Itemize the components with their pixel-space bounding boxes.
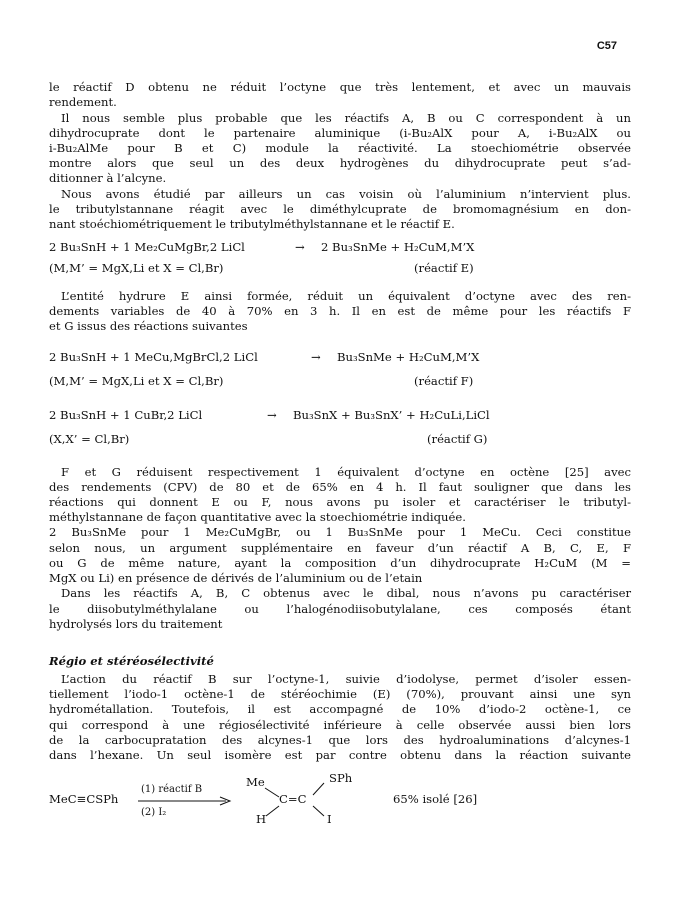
- text-line: le réactif D obtenu ne réduit l’octyne que très lentement, et avec un mauvais: [49, 80, 631, 94]
- equation-conditions: (M,M’ = MgX,Li et X = Cl,Br): [49, 261, 224, 275]
- text-line: de la carbocupratation des alcynes-1 que lors des hydroaluminations d’alcynes-1: [49, 733, 631, 747]
- equation-label: (réactif E): [414, 261, 474, 275]
- text-line: le tributylstannane réagit avec le diméthylcuprate de bromomagnésium en don-: [49, 202, 631, 216]
- substituent-me: Me: [246, 775, 265, 789]
- text-line: rendement.: [49, 95, 117, 109]
- alkene-core: C=C: [279, 792, 307, 806]
- reaction-arrow-icon: [138, 796, 234, 806]
- equation-right: Bu₃SnMe + H₂CuM,M’X: [337, 350, 480, 364]
- equation-conditions: (X,X’ = Cl,Br): [49, 432, 130, 446]
- arrow-icon: →: [267, 408, 277, 422]
- substituent-i: I: [327, 812, 332, 826]
- text-line: ditionner à l’alcyne.: [49, 171, 167, 185]
- arrow-icon: →: [295, 240, 305, 254]
- text-line: hydrolysés lors du traitement: [49, 617, 223, 631]
- scheme-yield: 65% isolé [26]: [393, 792, 478, 806]
- equation-label: (réactif G): [427, 432, 488, 446]
- text-line: F et G réduisent respectivement 1 équivalent d’octyne en octène [25] avec: [61, 465, 631, 479]
- text-line: ou G de même nature, ayant la composition d’un dihydrocuprate H₂CuM (M =: [49, 556, 631, 570]
- text-line: des rendements (CPV) de 80 et de 65% en 4 h. Il faut souligner que dans les: [49, 480, 631, 494]
- text-line: Nous avons étudié par ailleurs un cas voisin où l’aluminium n’intervient plus.: [61, 187, 631, 201]
- scheme-reactant: MeC≡CSPh: [49, 792, 119, 806]
- text-line: selon nous, un argument supplémentaire en faveur d’un réactif A B, C, E, F: [49, 541, 631, 555]
- substituent-h: H: [256, 812, 267, 826]
- text-line: méthylstannane de façon quantitative avec la stoechiométrie indiquée.: [49, 510, 466, 524]
- equation-conditions: (M,M’ = MgX,Li et X = Cl,Br): [49, 374, 224, 388]
- equation-g: [49, 408, 631, 448]
- equation-right: Bu₃SnX + Bu₃SnX’ + H₂CuLi,LiCl: [293, 408, 490, 422]
- text-line: nant stoéchiométriquement le tributylméthylstannane et le réactif E.: [49, 217, 455, 231]
- text-line: montre alors que seul un des deux hydrogènes du dihydrocuprate peut s’ad-: [49, 156, 631, 170]
- text-line: Dans les réactifs A, B, C obtenus avec le dibal, nous n’avons pu caractériser: [61, 586, 631, 600]
- equation-left: 2 Bu₃SnH + 1 Me₂CuMgBr,2 LiCl: [49, 240, 245, 254]
- text-line: L’action du réactif B sur l’octyne-1, suivie d’iodolyse, permet d’isoler essen-: [61, 672, 631, 686]
- substituent-sph: SPh: [329, 771, 353, 785]
- text-line: dihydrocuprate dont le partenaire aluminique (i-Bu₂AlX pour A, i-Bu₂AlX ou: [49, 126, 631, 140]
- text-line: dans l’hexane. Un seul isomère est par contre obtenu dans la réaction suivante: [49, 748, 631, 762]
- section-title: Régio et stéréosélectivité: [49, 654, 214, 668]
- text-line: et G issus des réactions suivantes: [49, 319, 248, 333]
- text-line: qui correspond à une régiosélectivité inférieure à celle observée aussi bien lors: [49, 718, 631, 732]
- equation-left: 2 Bu₃SnH + 1 CuBr,2 LiCl: [49, 408, 203, 422]
- text-line: i-Bu₂AlMe pour B et C) module la réactivité. La stoechiométrie observée: [49, 141, 631, 155]
- text-line: Il nous semble plus probable que les réactifs A, B ou C correspondent à un: [61, 111, 631, 125]
- text-line: MgX ou Li) en présence de dérivés de l’aluminium ou de l’etain: [49, 571, 423, 585]
- equation-f: [49, 350, 631, 390]
- reaction-scheme: [0, 770, 679, 830]
- text-line: hydrométallation. Toutefois, il est accompagné de 10% d’iodo-2 octène-1, ce: [49, 702, 631, 716]
- text-line: 2 Bu₃SnMe pour 1 Me₂CuMgBr, ou 1 Bu₃SnMe pour 1 MeCu. Ceci constitue: [49, 525, 631, 539]
- text-line: le diisobutylméthylalane ou l’halogénodiisobutylalane, ces composés étant: [49, 602, 631, 616]
- text-line: L’entité hydrure E ainsi formée, réduit un équivalent d’octyne avec des ren-: [61, 289, 631, 303]
- equation-right: 2 Bu₃SnMe + H₂CuM,M’X: [321, 240, 475, 254]
- equation-label: (réactif F): [414, 374, 474, 388]
- alkene-bonds: [244, 770, 344, 830]
- text-line: réactions qui donnent E ou F, nous avons pu isoler et caractériser le tributyl-: [49, 495, 631, 509]
- text-line: tiellement l’iodo-1 octène-1 de stéréochimie (E) (70%), prouvant ainsi une syn: [49, 687, 631, 701]
- equation-e: [49, 240, 631, 280]
- section: [49, 654, 631, 670]
- arrow-icon: →: [311, 350, 321, 364]
- equation-left: 2 Bu₃SnH + 1 MeCu,MgBrCl,2 LiCl: [49, 350, 258, 364]
- scheme-step-2: (2) I₂: [141, 807, 167, 818]
- scheme-step-1: (1) réactif B: [141, 784, 203, 795]
- page-number: C57: [596, 40, 617, 52]
- text-line: dements variables de 40 à 70% en 3 h. Il en est de même pour les réactifs F: [49, 304, 631, 318]
